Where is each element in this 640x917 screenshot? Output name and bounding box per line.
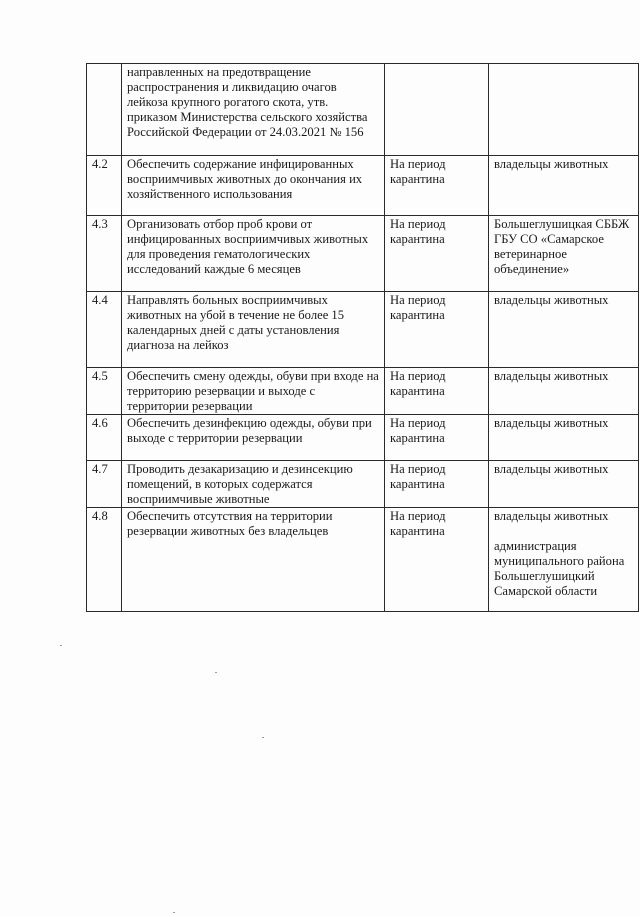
table-row	[87, 156, 639, 216]
responsible-party: владельцы животных	[494, 369, 609, 383]
measure-text: Обеспечить смену одежды, обуви при входе на территорию резервации и выходе с территории резервации	[122, 368, 385, 415]
measure-text: Обеспечить содержание инфицированных восприимчивых животных до окончания их хозяйственного использования	[122, 156, 385, 216]
measure-text: Обеспечить отсутствия на территории резервации животных без владельцев	[122, 508, 385, 612]
scan-speck	[173, 912, 175, 913]
row-number: 4.5	[87, 368, 122, 415]
scan-speck	[60, 645, 62, 646]
measure-text: Организовать отбор проб крови от инфицированных восприимчивых животных для проведения гематологических исследований каждые 6 месяцев	[122, 216, 385, 292]
measure-text: направленных на предотвращение распространения и ликвидацию очагов лейкоза крупного рогатого скота, утв. приказом Министерства сельского хозяйства Российской Федерации от 24.03.2021 № 156	[122, 64, 385, 156]
responsible-party: владельцы животных	[494, 509, 609, 523]
responsible-cell	[489, 292, 639, 368]
term-cell: На период карантина	[385, 292, 489, 368]
responsible-party: владельцы животных	[494, 157, 609, 171]
term-cell: На период карантина	[385, 368, 489, 415]
table-row	[87, 368, 639, 415]
table-row	[87, 461, 639, 508]
term-cell: На период карантина	[385, 156, 489, 216]
row-number: 4.4	[87, 292, 122, 368]
line-gap	[494, 524, 634, 539]
table-row	[87, 64, 639, 156]
term-cell: На период карантина	[385, 216, 489, 292]
scan-speck	[262, 737, 264, 738]
measure-text: Обеспечить дезинфекцию одежды, обуви при выходе с территории резервации	[122, 415, 385, 461]
responsible-cell	[489, 64, 639, 156]
row-number: 4.3	[87, 216, 122, 292]
measure-text: Проводить дезакаризацию и дезинсекцию помещений, в которых содержатся восприимчивые животные	[122, 461, 385, 508]
responsible-cell	[489, 156, 639, 216]
table-row	[87, 292, 639, 368]
term-cell	[385, 64, 489, 156]
responsible-cell	[489, 461, 639, 508]
table-row	[87, 216, 639, 292]
term-cell: На период карантина	[385, 415, 489, 461]
row-number: 4.2	[87, 156, 122, 216]
responsible-party: владельцы животных	[494, 416, 609, 430]
scan-speck	[215, 672, 217, 673]
responsible-cell	[489, 368, 639, 415]
measure-text: Направлять больных восприимчивых животных на убой в течение не более 15 календарных дней с даты установления диагноза на лейкоз	[122, 292, 385, 368]
row-number	[87, 64, 122, 156]
row-number: 4.8	[87, 508, 122, 612]
responsible-cell	[489, 216, 639, 292]
row-number: 4.6	[87, 415, 122, 461]
responsible-party: владельцы животных	[494, 462, 609, 476]
responsible-party: Большеглушицкая СББЖ ГБУ СО «Самарское ветеринарное объединение»	[494, 217, 630, 276]
table-row	[87, 415, 639, 461]
measures-table	[86, 63, 639, 612]
responsible-party: владельцы животных	[494, 293, 609, 307]
table-row	[87, 508, 639, 612]
row-number: 4.7	[87, 461, 122, 508]
responsible-cell	[489, 508, 639, 612]
responsible-cell	[489, 415, 639, 461]
responsible-party: администрация муниципального района Большеглушицкий Самарской области	[494, 539, 625, 598]
term-cell: На период карантина	[385, 461, 489, 508]
term-cell: На период карантина	[385, 508, 489, 612]
